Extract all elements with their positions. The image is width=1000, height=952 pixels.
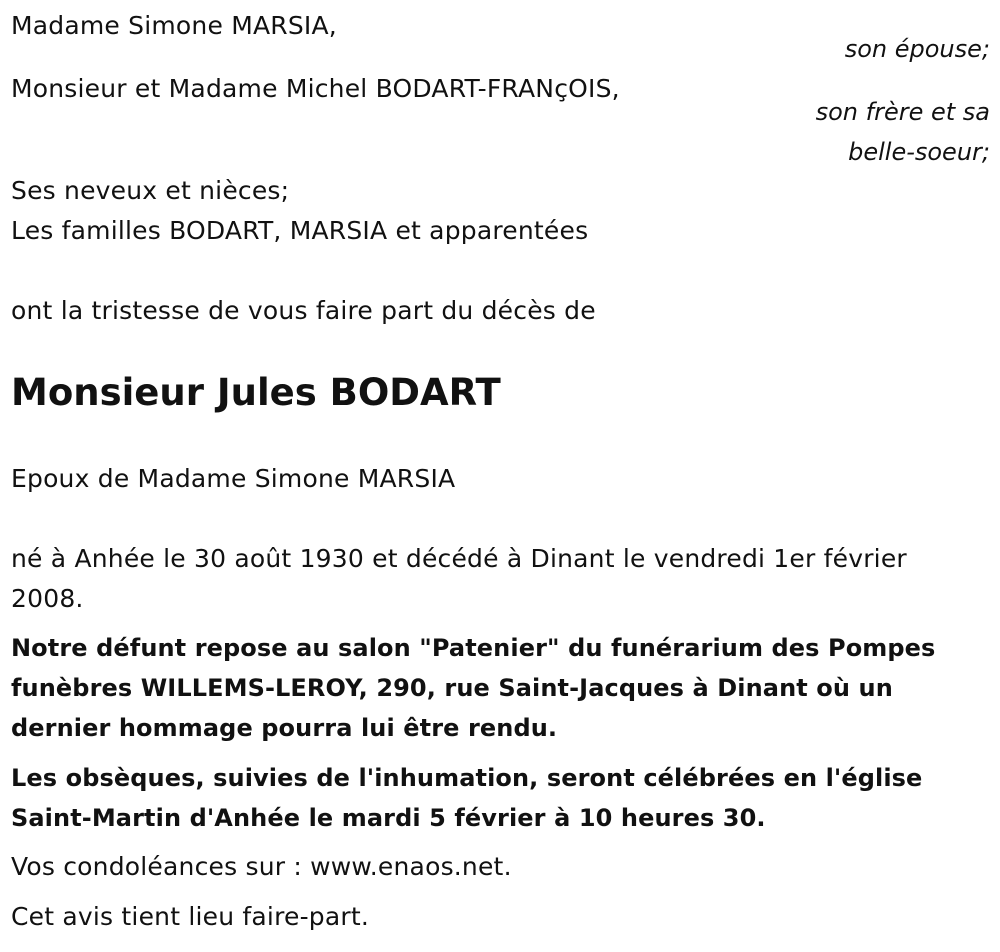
family-spouse-role: son épouse; [844, 35, 990, 63]
repose-text: Notre défunt repose au salon "Patenier" du funérarium des Pompes funèbres WILLEMS-LEROY, 290, rue Saint-Jacques à Dinant où un dernier hommage pourra lui être rendu. [11, 634, 936, 742]
announcement-text: ont la tristesse de vous faire part du décès de [11, 296, 596, 325]
family-spouse-name: Madame Simone MARSIA, [11, 11, 337, 40]
family-nephews: Ses neveux et nièces; [11, 176, 290, 205]
family-sibling-role-line1: son frère et sa [815, 98, 990, 126]
birth-death-text: né à Anhée le 30 août 1930 et décédé à Dinant le vendredi 1er février 2008. [11, 544, 907, 613]
condolences-text: Vos condoléances sur : www.enaos.net. [11, 852, 512, 881]
family-sibling-name: Monsieur et Madame Michel BODART-FRANçOIS, [11, 74, 620, 103]
notice-text: Cet avis tient lieu faire-part. [11, 902, 370, 931]
family-others: Les familles BODART, MARSIA et apparentées [11, 216, 589, 245]
family-sibling-role-line2: belle-soeur; [848, 138, 990, 166]
funeral-text: Les obsèques, suivies de l'inhumation, seront célébrées en l'église Saint-Martin d'Anhée le mardi 5 février à 10 heures 30. [11, 764, 923, 832]
spouse-of-text: Epoux de Madame Simone MARSIA [11, 464, 456, 493]
deceased-name: Monsieur Jules BODART [11, 371, 501, 414]
